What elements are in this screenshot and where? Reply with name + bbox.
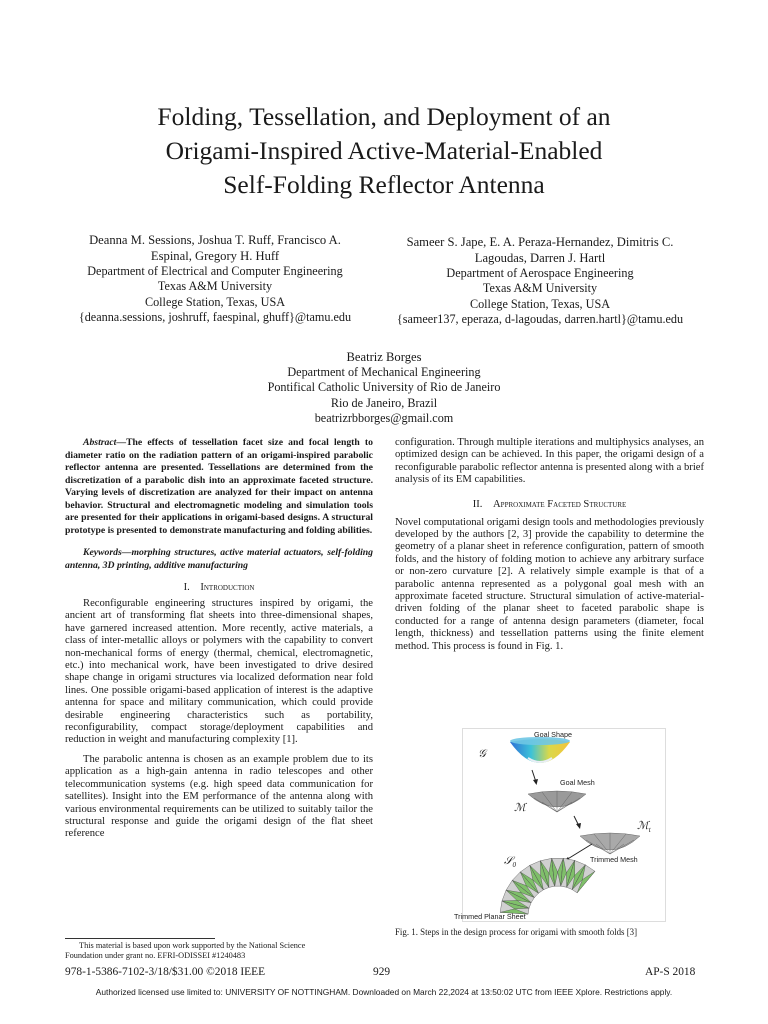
affiliation-dept: Department of Mechanical Engineering	[287, 365, 481, 379]
paragraph: The parabolic antenna is chosen as an example problem due to its application as a high-gain antenna in radio telescopes and other telecommunication systems (e.g. high speed data communication for satellites). Insight into the EM performance of the antenna along with various environmental requirements can be utilized to suitably tailor the structural response and guide the origami design of the flat sheet reference	[65, 753, 373, 840]
left-column	[65, 437, 373, 841]
license-notice: Authorized licensed use limited to: UNIVERSITY OF NOTTINGHAM. Downloaded on March 22,2024 at 13:50:02 UTC from IEEE Xplore. Restrictions apply.	[95, 987, 673, 997]
abstract	[65, 437, 373, 537]
footnote	[65, 941, 373, 962]
affiliation-city: College Station, Texas, USA	[144, 294, 286, 309]
affiliation-univ: Texas A&M University	[157, 279, 273, 294]
paragraph: Reconfigurable engineering structures inspired by origami, the ancient art of transforming flat sheets into three-dimensional shapes, have garnered increased attention. More recently, active materials, a class of inter-metallic alloys or polymers with the capability to convert non-mechanical forms of energy (thermal, chemical, electromagnetic, etc.) into mechanical work, have been investigated to drive desired shape change in origami structures via localized deformation near fold lines. One possible origami-based application of interest is the adaptive antenna for space and military communication, which could provide desirable engineering characteristics such as portability, reconfigurability, compact storage/deployment capabilities and reduction in weight and manufacturing complexity [1].	[65, 598, 373, 746]
title-line: Origami-Inspired Active-Material-Enabled	[165, 136, 603, 165]
affiliation-dept: Department of Aerospace Engineering	[446, 266, 634, 280]
author-block-1	[60, 232, 370, 325]
section-heading-2	[395, 498, 704, 511]
label-trimmed-mesh: Trimmed Mesh	[590, 855, 638, 864]
abstract-text: —The effects of tessellation facet size and focal length to diameter ratio on the radiation pattern of an origami-inspired parabolic reflector antenna are presented. Tessellations are determined from the discretization of a parabolic dish into an approximate faceted structure. Varying levels of discretization are analyzed for their impact on antenna behavior. Structural and electromagnetic modeling and simulation tools are presented for their applications in origami-based designs. A structural prototype is presented to demonstrate manufacturing and folding abilities.	[65, 437, 373, 536]
author-names: Deanna M. Sessions, Joshua T. Ruff, Francisco A.	[89, 233, 341, 247]
abstract-label: Abstract	[83, 437, 117, 448]
right-column	[395, 437, 704, 653]
affiliation-dept: Department of Electrical and Computer Engineering	[87, 264, 343, 278]
paragraph: configuration. Through multiple iterations and multiphysics analyses, an optimized design can be achieved. In this paper, the origami design of a reconfigurable parabolic reflector antenna is presented along with a brief analysis of its EM capabilities.	[395, 437, 704, 486]
footnote-line: This material is based upon work supported by the National Science	[79, 941, 306, 950]
footnote-line: Foundation under grant no. EFRI-ODISSEI #1240483	[65, 951, 246, 961]
section-number: II.	[472, 498, 483, 510]
author-email: {sameer137, eperaza, d-lagoudas, darren.hartl}@tamu.edu	[396, 311, 684, 326]
author-names: Beatriz Borges	[346, 350, 422, 364]
label-trimmed-planar-sheet: Trimmed Planar Sheet	[454, 912, 526, 921]
conference-tag: AP-S 2018	[645, 966, 696, 978]
figure-1	[454, 728, 666, 922]
author-names: Espinal, Gregory H. Huff	[150, 249, 280, 263]
keywords-text: —morphing structures, active material actuators, self-folding antenna, 3D printing, additive manufacturing	[65, 547, 373, 571]
page-number: 929	[373, 966, 391, 978]
author-names: Lagoudas, Darren J. Hartl	[474, 251, 606, 265]
affiliation-city: College Station, Texas, USA	[469, 296, 611, 311]
section-number: I.	[183, 582, 190, 593]
footnote-rule	[65, 938, 215, 939]
paper-title	[60, 100, 708, 202]
title-line: Folding, Tessellation, and Deployment of an	[157, 102, 611, 131]
section-heading-1	[65, 581, 373, 594]
label-goal-shape: Goal Shape	[534, 730, 572, 739]
math-s0: 𝒮$_0$	[504, 855, 517, 869]
affiliation-univ: Pontifical Catholic University of Rio de Janeiro	[267, 380, 501, 395]
footer-isbn: 978-1-5386-7102-3/18/$31.00 ©2018 IEEE	[65, 966, 266, 978]
affiliation-city: Rio de Janeiro, Brazil	[330, 395, 438, 410]
keywords	[65, 547, 373, 572]
author-names: Sameer S. Jape, E. A. Peraza-Hernandez, Dimitris C.	[406, 235, 674, 249]
affiliation-univ: Texas A&M University	[482, 281, 598, 296]
author-email: {deanna.sessions, joshruff, faespinal, ghuff}@tamu.edu	[78, 309, 352, 324]
math-mt: ℳ$_t$	[637, 820, 651, 834]
title-line: Self-Folding Reflector Antenna	[223, 170, 545, 199]
label-goal-mesh: Goal Mesh	[560, 778, 595, 787]
figure-border	[463, 729, 666, 922]
section-title: Approximate Faceted Structure	[493, 498, 627, 510]
keywords-label: Keywords	[83, 547, 122, 558]
math-g: 𝒢	[478, 748, 486, 760]
math-m: ℳ	[514, 802, 526, 814]
section-title: Introduction	[200, 582, 255, 593]
paragraph: Novel computational origami design tools and methodologies previously developed by the authors [2, 3] provide the capability to determine the geometry of a planar sheet in reference configuration, pattern of smooth folds, and the history of folding motion to achieve any arbitrary surface or non-zero curvature [2]. A relatively simple example is that of a parabolic antenna represented as a polygonal goal mesh with an approximate faceted structure. Structural simulation of active-material-driven folding of the planar sheet to faceted parabolic shape is conducted for a range of antenna design parameters (diameter, focal length, thickness) and tessellation patterns using the finite element method. This process is found in Fig. 1.	[395, 516, 704, 652]
author-block-3	[214, 349, 554, 426]
author-block-2	[385, 234, 695, 327]
author-email: beatrizrbborges@gmail.com	[314, 410, 454, 425]
figure-caption: Fig. 1. Steps in the design process for origami with smooth folds [3]	[395, 927, 638, 937]
